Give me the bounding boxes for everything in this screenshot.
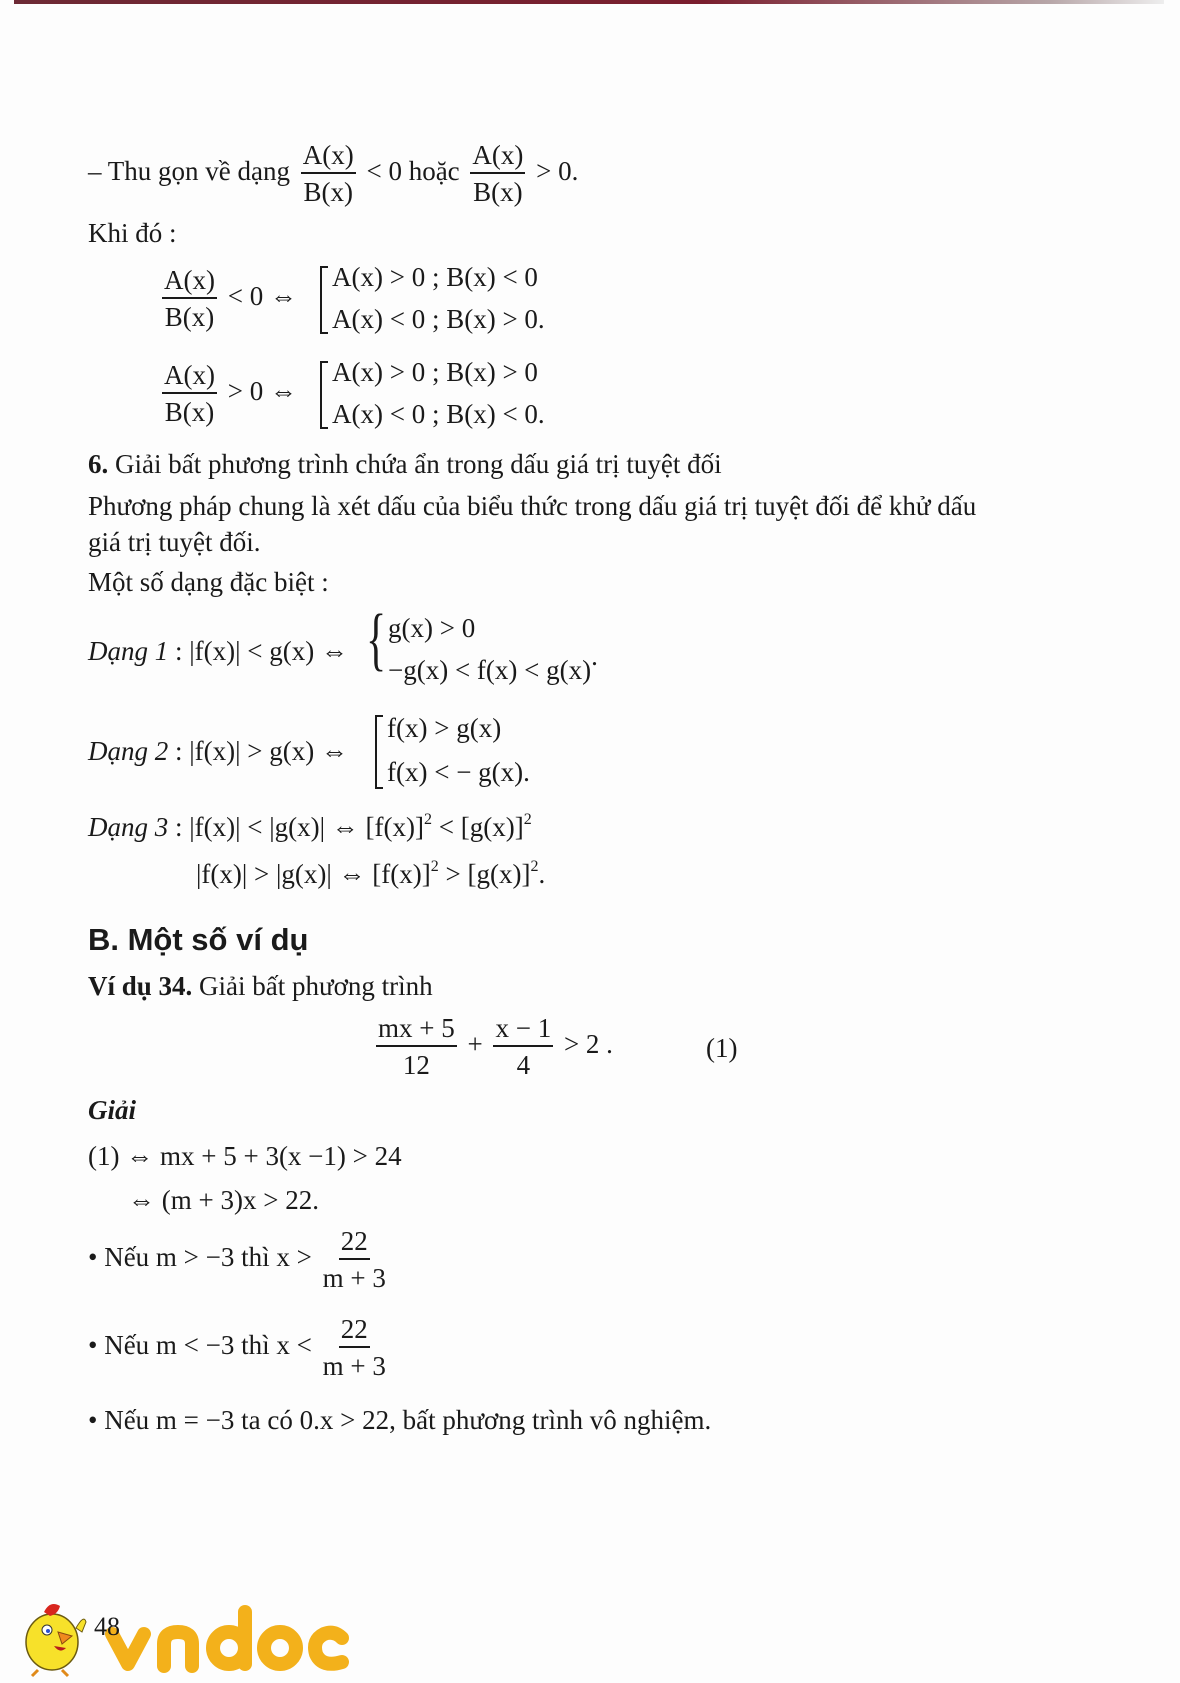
solution-heading: Giải bbox=[88, 1095, 137, 1125]
form-label: Dạng 3 bbox=[88, 812, 169, 842]
form-lhs: : |f(x)| < g(x) ⇔ bbox=[175, 636, 348, 666]
rule-1 bbox=[158, 265, 297, 333]
rule-2 bbox=[158, 360, 297, 428]
fraction-numerator: mx + 5 bbox=[376, 1013, 457, 1047]
fraction bbox=[493, 1013, 553, 1081]
form-case: f(x) > g(x) bbox=[387, 713, 502, 743]
fraction-denominator: B(x) bbox=[303, 177, 353, 207]
section-title: Giải bất phương trình chứa ẩn trong dấu giá trị tuyệt đối bbox=[115, 449, 722, 479]
fraction bbox=[470, 140, 525, 208]
fraction-numerator: A(x) bbox=[162, 360, 217, 394]
dang-1 bbox=[88, 635, 348, 667]
dang-2 bbox=[88, 735, 348, 767]
vndoc-logo bbox=[14, 1592, 394, 1678]
example-text: Giải bất phương trình bbox=[199, 971, 433, 1001]
top-border bbox=[14, 0, 1164, 4]
example-equation bbox=[372, 1013, 613, 1081]
form-case bbox=[388, 641, 598, 686]
fraction-denominator: 4 bbox=[516, 1050, 531, 1080]
form-case-text: −g(x) < f(x) < g(x) bbox=[388, 655, 592, 685]
solution-case-1 bbox=[88, 1226, 390, 1294]
fraction-denominator: m + 3 bbox=[322, 1263, 386, 1293]
solution-step: ⇔ (m + 3)x > 22. bbox=[128, 1185, 319, 1215]
paragraph-line: giá trị tuyệt đối. bbox=[88, 527, 261, 557]
brace: { bbox=[366, 601, 387, 678]
fraction bbox=[301, 140, 356, 208]
form-label: Dạng 1 bbox=[88, 636, 169, 666]
equation-rhs: > 2 . bbox=[563, 1029, 613, 1060]
section-b-heading: B. Một số ví dụ bbox=[88, 922, 309, 957]
example-heading bbox=[88, 970, 433, 1002]
case-text: • Nếu m < −3 thì x < bbox=[88, 1330, 312, 1361]
form-case: f(x) < − g(x). bbox=[387, 757, 530, 787]
fraction-denominator: B(x) bbox=[473, 177, 523, 207]
fraction bbox=[376, 1013, 457, 1081]
section-number: 6. bbox=[88, 449, 109, 479]
dang-3-line-1 bbox=[88, 811, 532, 843]
intro-text: – Thu gọn về dạng bbox=[88, 156, 290, 187]
exponent: 2 bbox=[530, 858, 539, 875]
page-number: 48 bbox=[94, 1612, 120, 1641]
form-end: . bbox=[538, 859, 546, 889]
fraction-numerator: A(x) bbox=[470, 140, 525, 174]
fraction-numerator: 22 bbox=[339, 1226, 370, 1260]
rule-case: A(x) > 0 ; B(x) > 0 bbox=[332, 357, 538, 387]
fraction bbox=[162, 265, 217, 333]
fraction-denominator: m + 3 bbox=[322, 1351, 386, 1381]
bracket bbox=[320, 361, 328, 429]
equation-tag: (1) bbox=[706, 1033, 738, 1063]
form-text: < [g(x)] bbox=[432, 812, 524, 842]
fraction-denominator: 12 bbox=[402, 1050, 430, 1080]
exponent: 2 bbox=[424, 811, 433, 828]
fraction-numerator: 22 bbox=[339, 1314, 370, 1348]
solution-case-3: • Nếu m = −3 ta có 0.x > 22, bất phương trình vô nghiệm. bbox=[88, 1405, 712, 1435]
khi-do-label: Khi đó : bbox=[88, 218, 177, 248]
case-text: • Nếu m > −3 thì x > bbox=[88, 1242, 312, 1273]
form-label: Dạng 2 bbox=[88, 736, 169, 766]
paragraph-line: Phương pháp chung là xét dấu của biểu thức trong dấu giá trị tuyệt đối để khử dấu bbox=[88, 491, 977, 521]
rule-relation: < 0 ⇔ bbox=[227, 281, 297, 312]
form-case: g(x) > 0 bbox=[388, 613, 476, 643]
rule-case: A(x) < 0 ; B(x) < 0. bbox=[332, 399, 545, 429]
fraction bbox=[162, 360, 217, 428]
fraction-numerator: A(x) bbox=[301, 140, 356, 174]
fraction-denominator: B(x) bbox=[164, 397, 215, 427]
form-end: . bbox=[591, 641, 598, 671]
example-label: Ví dụ 34. bbox=[88, 971, 193, 1001]
plus-sign: + bbox=[467, 1029, 483, 1060]
intro-end: > 0. bbox=[536, 156, 579, 187]
dang-3-line-2 bbox=[196, 858, 545, 890]
intro-line bbox=[88, 140, 578, 208]
solution-step: (1) ⇔ mx + 5 + 3(x −1) > 24 bbox=[88, 1141, 402, 1171]
rule-relation: > 0 ⇔ bbox=[227, 376, 297, 407]
form-lhs: : |f(x)| > g(x) ⇔ bbox=[175, 736, 348, 766]
form-text: : |f(x)| < |g(x)| ⇔ [f(x)] bbox=[175, 812, 425, 842]
fraction-denominator: B(x) bbox=[164, 302, 215, 332]
section-6-heading bbox=[88, 448, 722, 480]
form-text: |f(x)| > |g(x)| ⇔ [f(x)] bbox=[196, 859, 431, 889]
bracket bbox=[375, 715, 383, 789]
solution-case-2 bbox=[88, 1314, 390, 1382]
special-forms-label: Một số dạng đặc biệt : bbox=[88, 567, 329, 597]
rule-case: A(x) > 0 ; B(x) < 0 bbox=[332, 262, 538, 292]
intro-mid: < 0 hoặc bbox=[366, 156, 460, 187]
rule-case: A(x) < 0 ; B(x) > 0. bbox=[332, 304, 545, 334]
fraction bbox=[323, 1314, 386, 1382]
fraction bbox=[323, 1226, 386, 1294]
fraction-numerator: x − 1 bbox=[493, 1013, 553, 1047]
bracket bbox=[320, 266, 328, 334]
form-text: > [g(x)] bbox=[438, 859, 531, 889]
exponent: 2 bbox=[430, 858, 439, 875]
fraction-numerator: A(x) bbox=[162, 265, 217, 299]
exponent: 2 bbox=[523, 811, 532, 828]
chicken-mascot-icon bbox=[26, 1604, 86, 1676]
